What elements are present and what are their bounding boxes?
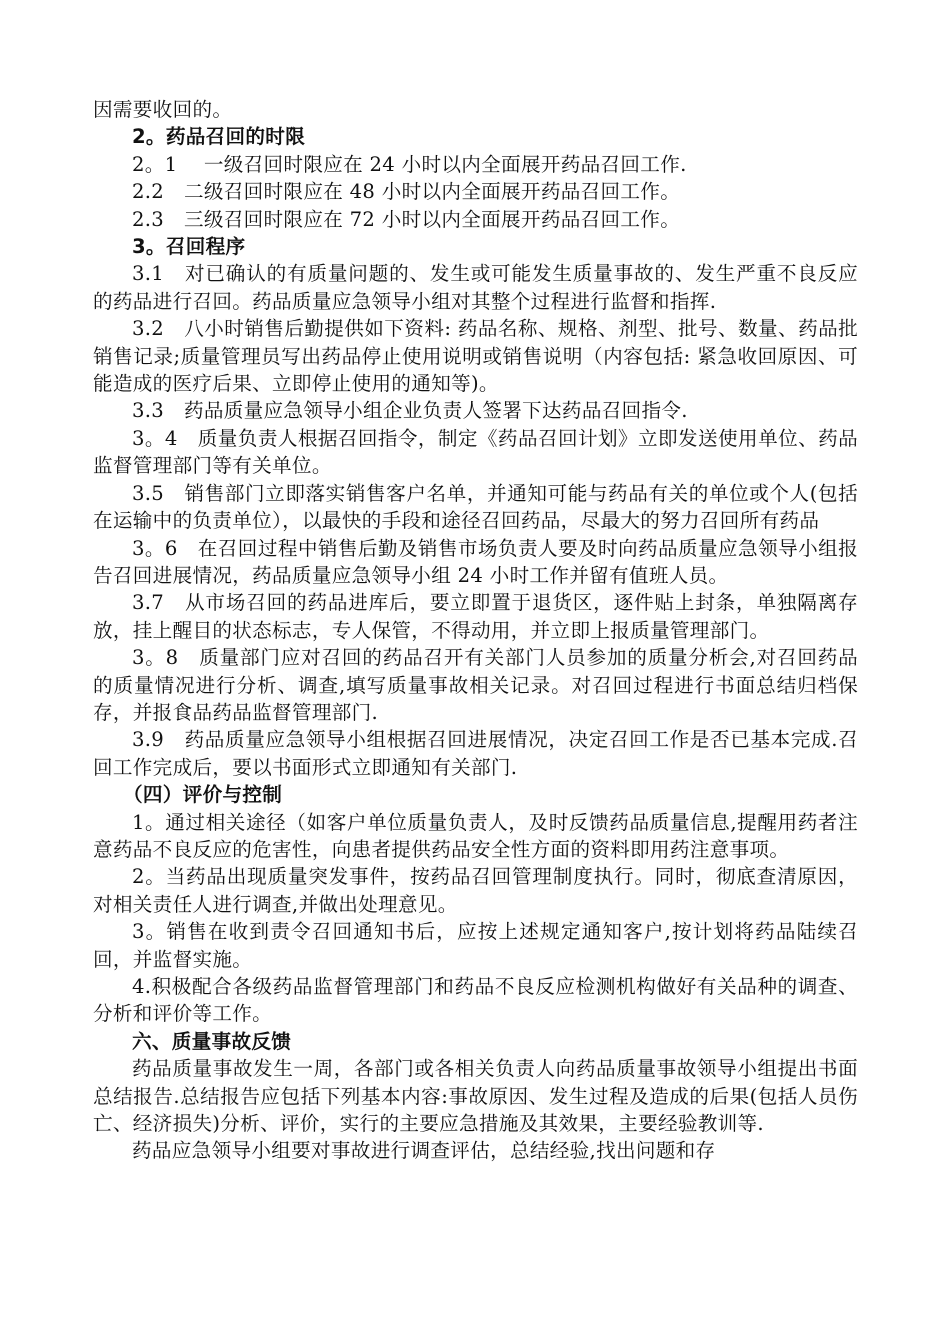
paragraph-eval-2: 2。当药品出现质量突发事件，按药品召回管理制度执行。同时，彻底查清原因，对相关责任人进行调查,并做出处理意见。	[93, 865, 858, 916]
paragraph-continuation: 因需要收回的。	[93, 98, 233, 121]
paragraph-3-7: 3.7 从市场召回的药品进库后，要立即置于退货区，逐件贴上封条，单独隔离存放，挂上醒目的状态标志，专人保管，不得动用，并立即上报质量管理部门。	[93, 591, 858, 642]
paragraph-feedback-1: 药品质量事故发生一周，各部门或各相关负责人向药品质量事故领导小组提出书面总结报告.总结报告应包括下列基本内容:事故原因、发生过程及造成的后果(包括人员伤亡、经济损失)分析、评价，实行的主要应急措施及其效果，主要经验教训等.	[93, 1057, 858, 1136]
paragraph-3-9: 3.9 药品质量应急领导小组根据召回进展情况，决定召回工作是否已基本完成.召回工作完成后，要以书面形式立即通知有关部门.	[93, 728, 858, 779]
paragraph-3-3: 3.3 药品质量应急领导小组企业负责人签署下达药品召回指令.	[132, 399, 688, 423]
paragraph-3-4: 3。4 质量负责人根据召回指令，制定《药品召回计划》立即发送使用单位、药品监督管理部门等有关单位。	[93, 426, 858, 478]
document-page	[93, 96, 858, 1165]
paragraph-3-1: 3.1 对已确认的有质量问题的、发生或可能发生质量事故的、发生严重不良反应的药品进行召回。药品质量应急领导小组对其整个过程进行监督和指挥.	[93, 262, 858, 313]
paragraph-3-8: 3。8 质量部门应对召回的药品召开有关部门人员参加的质量分析会,对召回药品的质量情况进行分析、调查,填写质量事故相关记录。对召回过程进行书面总结归档保存，并报食品药品监督管理部门.	[93, 646, 858, 724]
paragraph-eval-4: 4.积极配合各级药品监督管理部门和药品不良反应检测机构做好有关品种的调查、分析和评价等工作。	[93, 975, 858, 1026]
paragraph-2-2: 2.2 二级召回时限应在 48 小时以内全面展开药品召回工作。	[132, 180, 681, 204]
section-heading-recall-procedure: 3。召回程序	[132, 235, 246, 259]
section-heading-recall-time-limit: 2。药品召回的时限	[132, 125, 306, 149]
section-heading-accident-feedback: 六、质量事故反馈	[132, 1029, 292, 1053]
section-heading-evaluation-control: （四）评价与控制	[123, 783, 283, 807]
paragraph-3-6: 3。6 在召回过程中销售后勤及销售市场负责人要及时向药品质量应急领导小组报告召回进展情况，药品质量应急领导小组 24 小时工作并留有值班人员。	[93, 536, 858, 587]
paragraph-3-2: 3.2 八小时销售后勤提供如下资料: 药品名称、规格、剂型、批号、数量、药品批销售记录;质量管理员写出药品停止使用说明或销售说明（内容包括: 紧急收回原因、可能造成的医疗后果、立即停止使用的通知等)。	[93, 317, 858, 396]
paragraph-2-1: 2。1 一级召回时限应在 24 小时以内全面展开药品召回工作.	[132, 152, 687, 176]
paragraph-2-3: 2.3 三级召回时限应在 72 小时以内全面展开药品召回工作。	[132, 207, 681, 231]
paragraph-eval-1: 1。通过相关途径（如客户单位质量负责人，及时反馈药品质量信息,提醒用药者注意药品不良反应的危害性，向患者提供药品安全性方面的资料即用药注意事项。	[93, 810, 858, 861]
paragraph-3-5: 3.5 销售部门立即落实销售客户名单，并通知可能与药品有关的单位或个人(包括在运输中的负责单位），以最快的手段和途径召回药品，尽最大的努力召回所有药品	[93, 481, 858, 533]
paragraph-eval-3: 3。销售在收到责令召回通知书后，应按上述规定通知客户,按计划将药品陆续召回，并监督实施。	[93, 920, 858, 971]
paragraph-feedback-2: 药品应急领导小组要对事故进行调查评估，总结经验,找出问题和存	[132, 1139, 716, 1163]
